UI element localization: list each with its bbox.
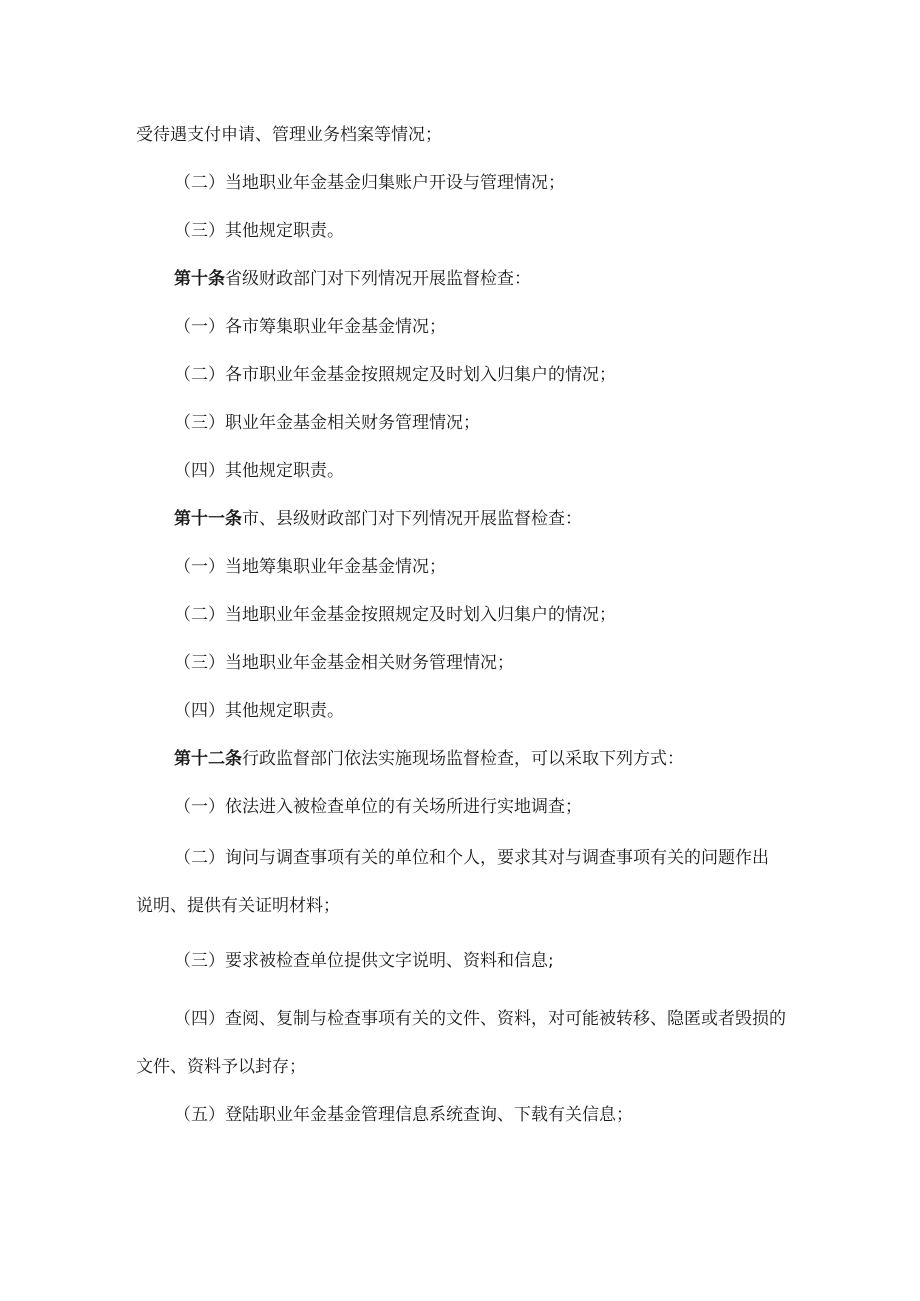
list-item: （二）当地职业年金基金按照规定及时划入归集户的情况； (174, 605, 616, 625)
list-item: （一）依法进入被检查单位的有关场所进行实地调查； (174, 797, 582, 817)
list-item: （二）各市职业年金基金按照规定及时划入归集户的情况； (174, 365, 616, 385)
list-item: （二）当地职业年金基金归集账户开设与管理情况； (174, 173, 565, 193)
list-item: （二）询问与调查事项有关的单位和个人，要求其对与调查事项有关的问题作出 (174, 848, 769, 868)
article-text: 市、县级财政部门对下列情况开展监督检查： (242, 509, 582, 529)
article-number: 第十条 (174, 269, 225, 289)
list-item: （三）职业年金基金相关财务管理情况； (174, 413, 480, 433)
list-item: （一）各市筹集职业年金基金情况； (174, 317, 446, 337)
list-item: （一）当地筹集职业年金基金情况； (174, 557, 446, 577)
article-11 (174, 508, 582, 530)
list-item: （三）其他规定职责。 (174, 221, 344, 241)
list-item: （四）查阅、复制与检查事项有关的文件、资料，对可能被转移、隐匿或者毁损的 (174, 1009, 786, 1029)
article-text: 行政监督部门依法实施现场监督检查，可以采取下列方式： (242, 749, 684, 769)
paragraph-line: 受待遇支付申请、管理业务档案等情况； (136, 125, 442, 145)
list-item: （三）当地职业年金基金相关财务管理情况； (174, 653, 514, 673)
article-number: 第十一条 (174, 509, 242, 529)
list-item: （三）要求被检查单位提供文字说明、资料和信息; (174, 951, 554, 971)
list-item-continuation: 文件、资料予以封存； (136, 1057, 306, 1077)
list-item: （四）其他规定职责。 (174, 701, 344, 721)
list-item-continuation: 说明、提供有关证明材料； (136, 896, 340, 916)
list-item: （五）登陆职业年金基金管理信息系统查询、下载有关信息； (174, 1105, 633, 1125)
list-item: （四）其他规定职责。 (174, 461, 344, 481)
article-text: 省级财政部门对下列情况开展监督检查： (225, 269, 531, 289)
article-12 (174, 748, 684, 770)
article-10 (174, 268, 531, 290)
article-number: 第十二条 (174, 749, 242, 769)
